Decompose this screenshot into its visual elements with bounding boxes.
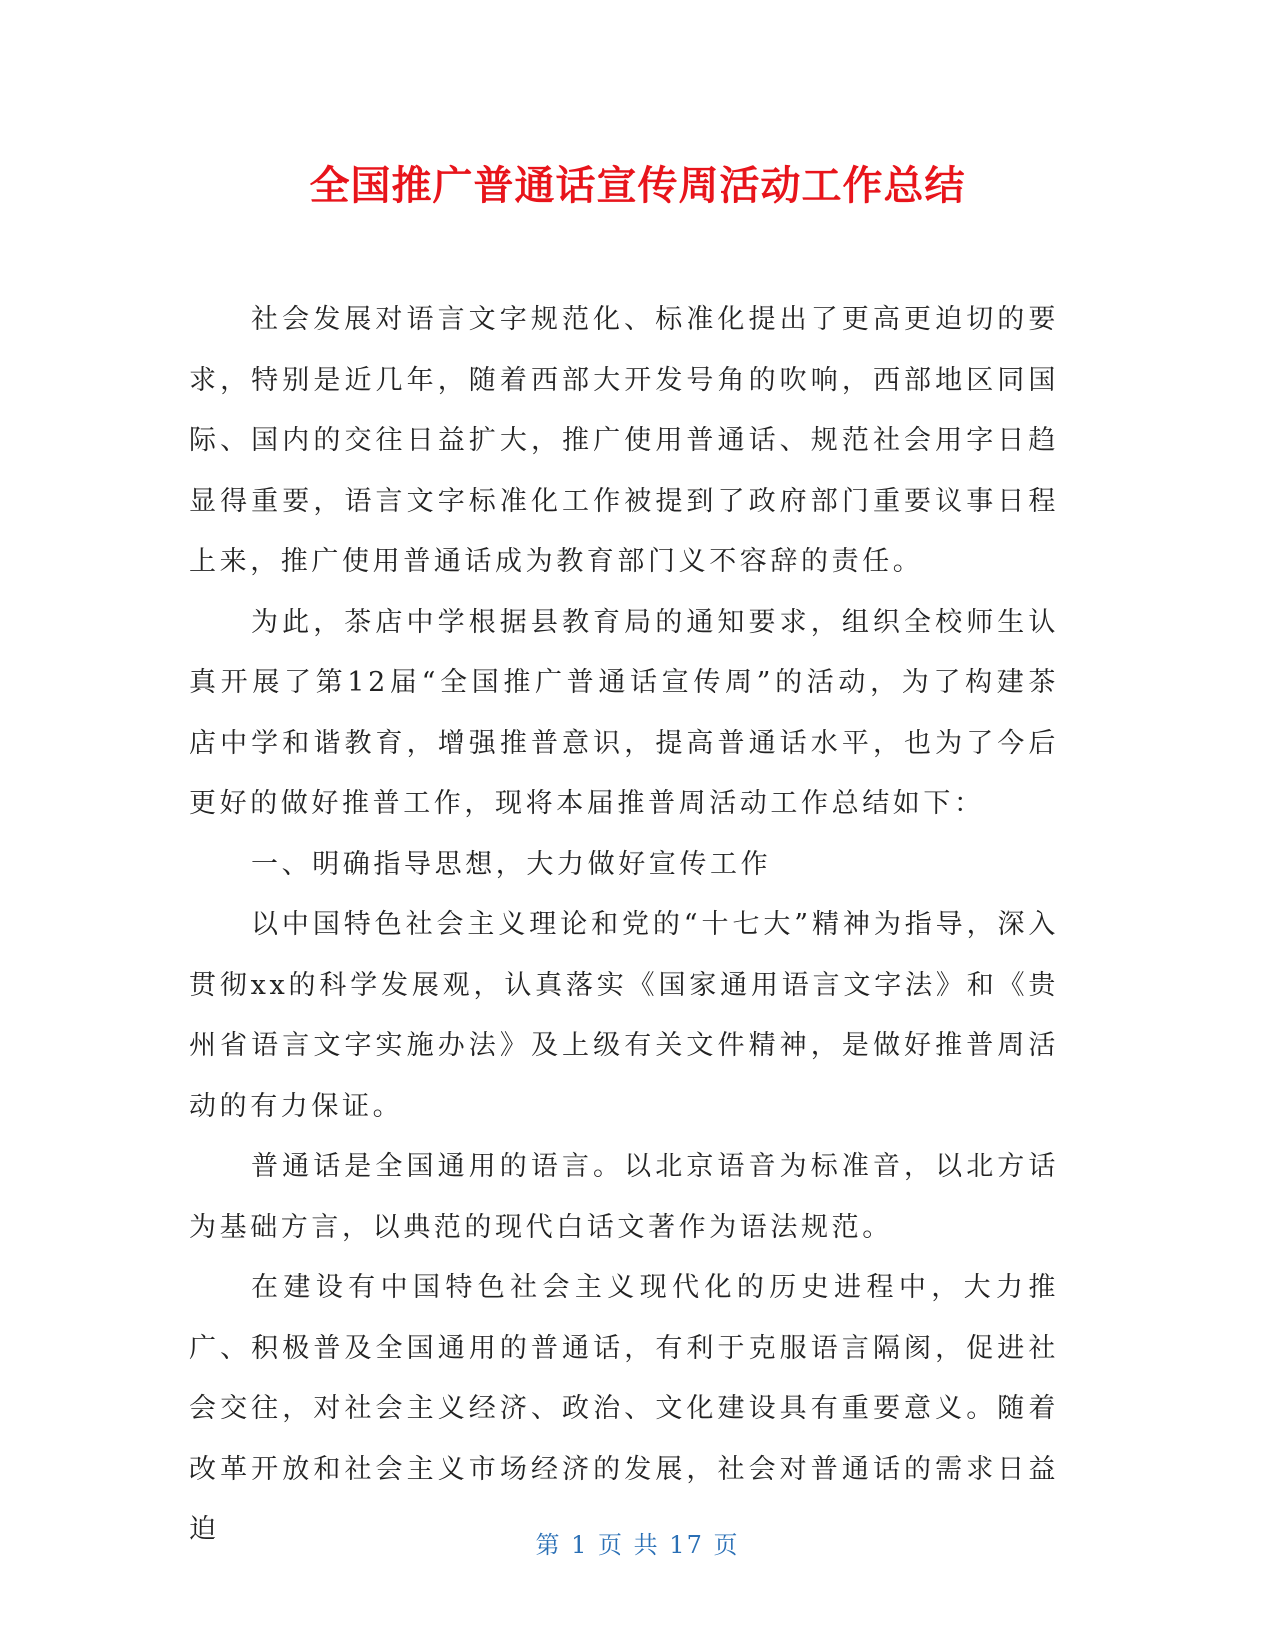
page-number-footer: 第 1 页 共 17 页 — [535, 1531, 740, 1559]
paragraph: 普通话是全国通用的语言。以北京语音为标准音，以北方话为基础方言，以典范的现代白话文著作为语法规范。 — [189, 1151, 1059, 1243]
section-heading: 一、明确指导思想，大力做好宣传工作 — [251, 848, 772, 880]
paragraph: 以中国特色社会主义理论和党的“十七大”精神为指导，深入贯彻xx的科学发展观，认真落实《国家通用语言文字法》和《贵州省语言文字实施办法》及上级有关文件精神，是做好推普周活动的有力保证。 — [189, 909, 1059, 1122]
paragraph: 社会发展对语言文字规范化、标准化提出了更高更迫切的要求，特别是近几年，随着西部大开发号角的吹响，西部地区同国际、国内的交往日益扩大，推广使用普通话、规范社会用字日趋显得重要，语言文字标准化工作被提到了政府部门重要议事日程上来，推广使用普通话成为教育部门义不容辞的责任。 — [189, 304, 1059, 577]
document-title: 全国推广普通话宣传周活动工作总结 — [309, 163, 966, 209]
paragraph: 为此，茶店中学根据县教育局的通知要求，组织全校师生认真开展了第12届“全国推广普通话宣传周”的活动，为了构建茶店中学和谐教育，增强推普意识，提高普通话水平，也为了今后更好的做好推普工作，现将本届推普周活动工作总结如下： — [189, 606, 1059, 819]
paragraph: 在建设有中国特色社会主义现代化的历史进程中，大力推广、积极普及全国通用的普通话，有利于克服语言隔阂，促进社会交往，对社会主义经济、政治、文化建设具有重要意义。随着改革开放和社会主义市场经济的发展，社会对普通话的需求日益迫 — [189, 1272, 1059, 1545]
document-body — [189, 290, 1059, 1561]
